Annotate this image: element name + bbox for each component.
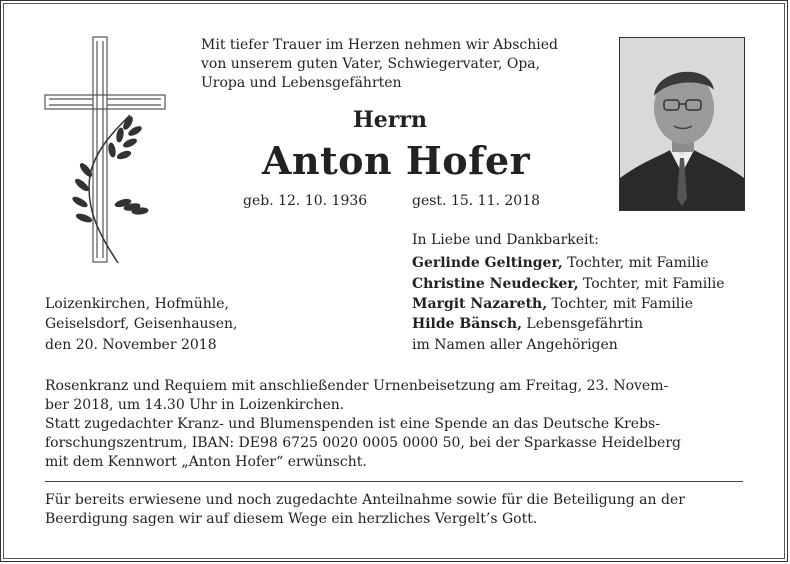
birth-date: geb. 12. 10. 1936 — [243, 193, 368, 209]
service-line-4: forschungszentrum, IBAN: DE98 6725 0020 0005 0000 50, bei der Sparkasse Heidelberg — [45, 435, 681, 451]
intro-line-2: von unserem guten Vater, Schwiegervater, Opa, — [201, 56, 541, 72]
place-line-2: Geiselsdorf, Geisenhausen, — [45, 316, 238, 332]
mourner-line — [412, 276, 724, 292]
death-date: gest. 15. 11. 2018 — [412, 193, 541, 209]
service-line-2: ber 2018, um 14.30 Uhr in Loizenkirchen. — [45, 397, 345, 413]
closing-line-2: Beerdigung sagen wir auf diesem Wege ein herzliches Vergelt’s Gott. — [45, 511, 538, 527]
mourner-relation: Tochter, mit Familie — [562, 255, 709, 271]
portrait-photo — [619, 37, 745, 211]
intro-line-1: Mit tiefer Trauer im Herzen nehmen wir Abschied — [201, 37, 559, 53]
service-line-3: Statt zugedachter Kranz- und Blumenspenden ist eine Spende an das Deutsche Krebs- — [45, 416, 660, 432]
mourner-line — [412, 255, 709, 271]
thanks-heading: In Liebe und Dankbarkeit: — [412, 232, 599, 248]
closing-line-1: Für bereits erwiesene und noch zugedachte Anteilnahme sowie für die Beteiligung an der — [45, 492, 685, 508]
deceased-name: Anton Hofer — [262, 138, 531, 183]
mourner-name: Margit Nazareth, — [412, 296, 548, 312]
mourner-relation: Tochter, mit Familie — [547, 296, 693, 312]
mourner-line — [412, 316, 643, 332]
intro-line-3: Uropa und Lebensgefährten — [201, 75, 402, 91]
service-info — [45, 377, 745, 472]
honorific: Herrn — [353, 107, 427, 133]
mourner-relation: Tochter, mit Familie — [578, 276, 725, 292]
service-line-1: Rosenkranz und Requiem mit anschließender Urnenbeisetzung am Freitag, 23. Novem- — [45, 378, 669, 394]
mourner-relation: Lebensgefährtin — [521, 316, 644, 332]
service-line-5: mit dem Kennwort „Anton Hofer“ erwünscht. — [45, 454, 367, 470]
cross-with-palm-branch-icon — [40, 35, 170, 270]
intro-text — [201, 36, 558, 93]
closing-text — [45, 491, 745, 529]
place-line-1: Loizenkirchen, Hofmühle, — [45, 296, 229, 312]
place-date-line: den 20. November 2018 — [45, 337, 217, 353]
divider-rule — [45, 481, 743, 482]
mourner-name: Christine Neudecker, — [412, 276, 579, 292]
mourner-name: Hilde Bänsch, — [412, 316, 522, 332]
all-relatives: im Namen aller Angehörigen — [412, 337, 618, 353]
mourner-name: Gerlinde Geltinger, — [412, 255, 563, 271]
mourner-line — [412, 296, 693, 312]
